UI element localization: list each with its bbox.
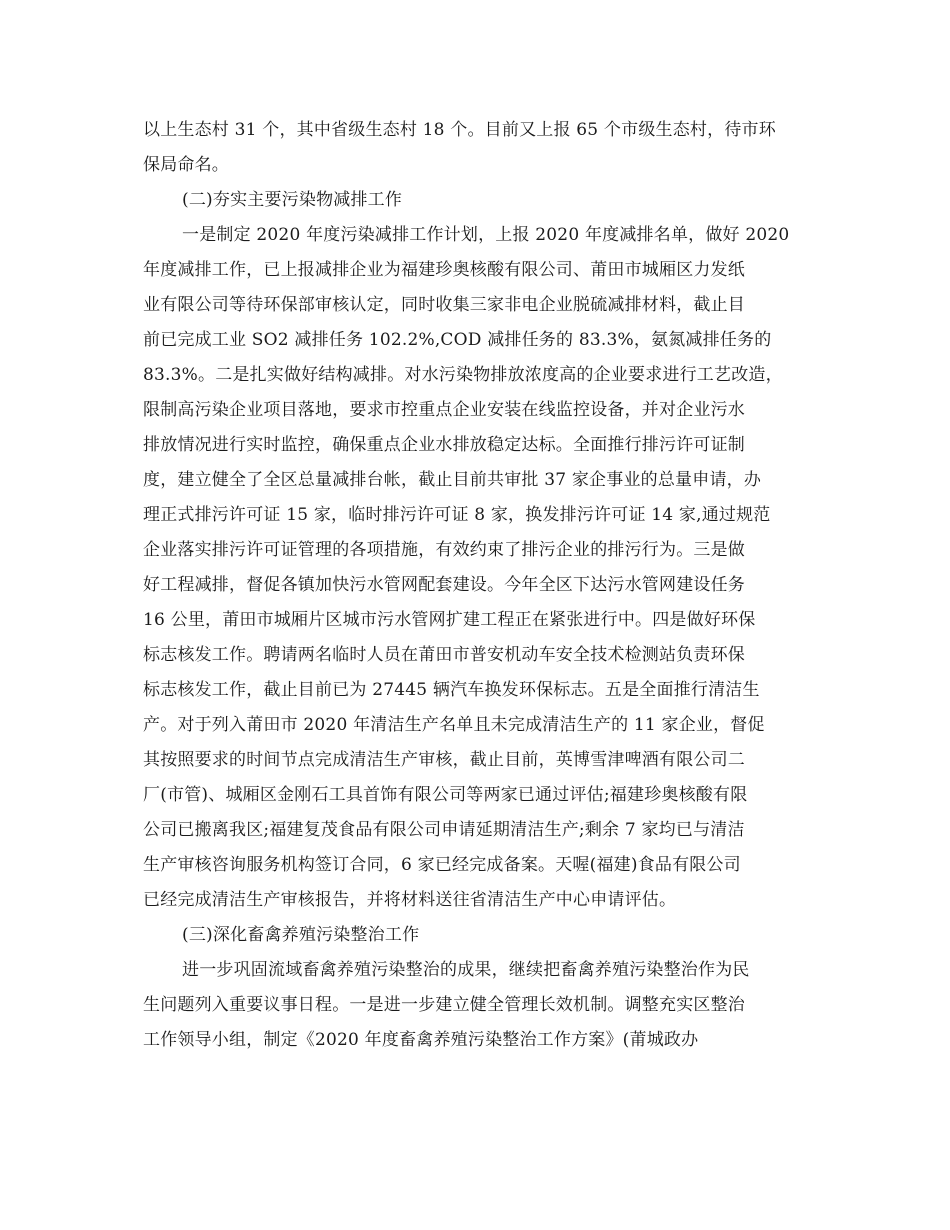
text-line: 83.3%。二是扎实做好结构减排。对水污染物排放浓度高的企业要求进行工艺改造， [143,365,783,385]
text-line: 公司已搬离我区;福建复茂食品有限公司申请延期清洁生产;剩余 7 家均已与清洁 [143,820,745,840]
text-line: 生产审核咨询服务机构签订合同，6 家已经完成备案。天喔(福建)食品有限公司 [143,855,741,875]
text-line: 标志核发工作。聘请两名临时人员在莆田市普安机动车安全技术检测站负责环保 [143,645,745,665]
text-line: 厂(市管)、城厢区金刚石工具首饰有限公司等两家已通过评估;福建珍奥核酸有限 [143,785,748,805]
text-line: 工作领导小组，制定《2020 年度畜禽养殖污染整治工作方案》(莆城政办 [143,1030,699,1050]
section-heading: (二)夯实主要污染物减排工作 [182,190,403,210]
text-line: 16 公里，莆田市城厢片区城市污水管网扩建工程正在紧张进行中。四是做好环保 [143,610,756,630]
text-line: 生问题列入重要议事日程。一是进一步建立健全管理长效机制。调整充实区整治 [143,995,745,1015]
text-line: 产。对于列入莆田市 2020 年清洁生产名单且未完成清洁生产的 11 家企业，督促 [143,715,765,735]
text-line: 排放情况进行实时监控，确保重点企业水排放稳定达标。全面推行排污许可证制 [143,435,745,455]
text-line: 业有限公司等待环保部审核认定，同时收集三家非电企业脱硫减排材料，截止目 [143,295,745,315]
section-heading: (三)深化畜禽养殖污染整治工作 [182,925,420,945]
text-line: 限制高污染企业项目落地，要求市控重点企业安装在线监控设备，并对企业污水 [143,400,745,420]
text-line: 进一步巩固流域畜禽养殖污染整治的成果，继续把畜禽养殖污染整治作为民 [182,960,750,980]
text-line: 度，建立健全了全区总量减排台帐，截止目前共审批 37 家企事业的总量申请，办 [143,470,762,490]
text-line: 理正式排污许可证 15 家，临时排污许可证 8 家，换发排污许可证 14 家,通过规范 [143,505,771,525]
text-line: 已经完成清洁生产审核报告，并将材料送往省清洁生产中心申请评估。 [143,890,677,910]
text-line: 年度减排工作，已上报减排企业为福建珍奥核酸有限公司、莆田市城厢区力发纸 [143,260,745,280]
text-line: 一是制定 2020 年度污染减排工作计划，上报 2020 年度减排名单，做好 2020 [182,225,790,245]
text-line: 企业落实排污许可证管理的各项措施，有效约束了排污企业的排污行为。三是做 [143,540,745,560]
text-line: 好工程减排，督促各镇加快污水管网配套建设。今年全区下达污水管网建设任务 [143,575,745,595]
text-line: 保局命名。 [143,155,229,175]
text-line: 其按照要求的时间节点完成清洁生产审核，截止目前，英博雪津啤酒有限公司二 [143,750,745,770]
text-line: 以上生态村 31 个，其中省级生态村 18 个。目前又上报 65 个市级生态村，待市环 [143,120,776,140]
text-line: 前已完成工业 SO2 减排任务 102.2%,COD 减排任务的 83.3%，氨氮减排任务的 [143,330,772,350]
text-line: 标志核发工作，截止目前已为 27445 辆汽车换发环保标志。五是全面推行清洁生 [143,680,760,700]
